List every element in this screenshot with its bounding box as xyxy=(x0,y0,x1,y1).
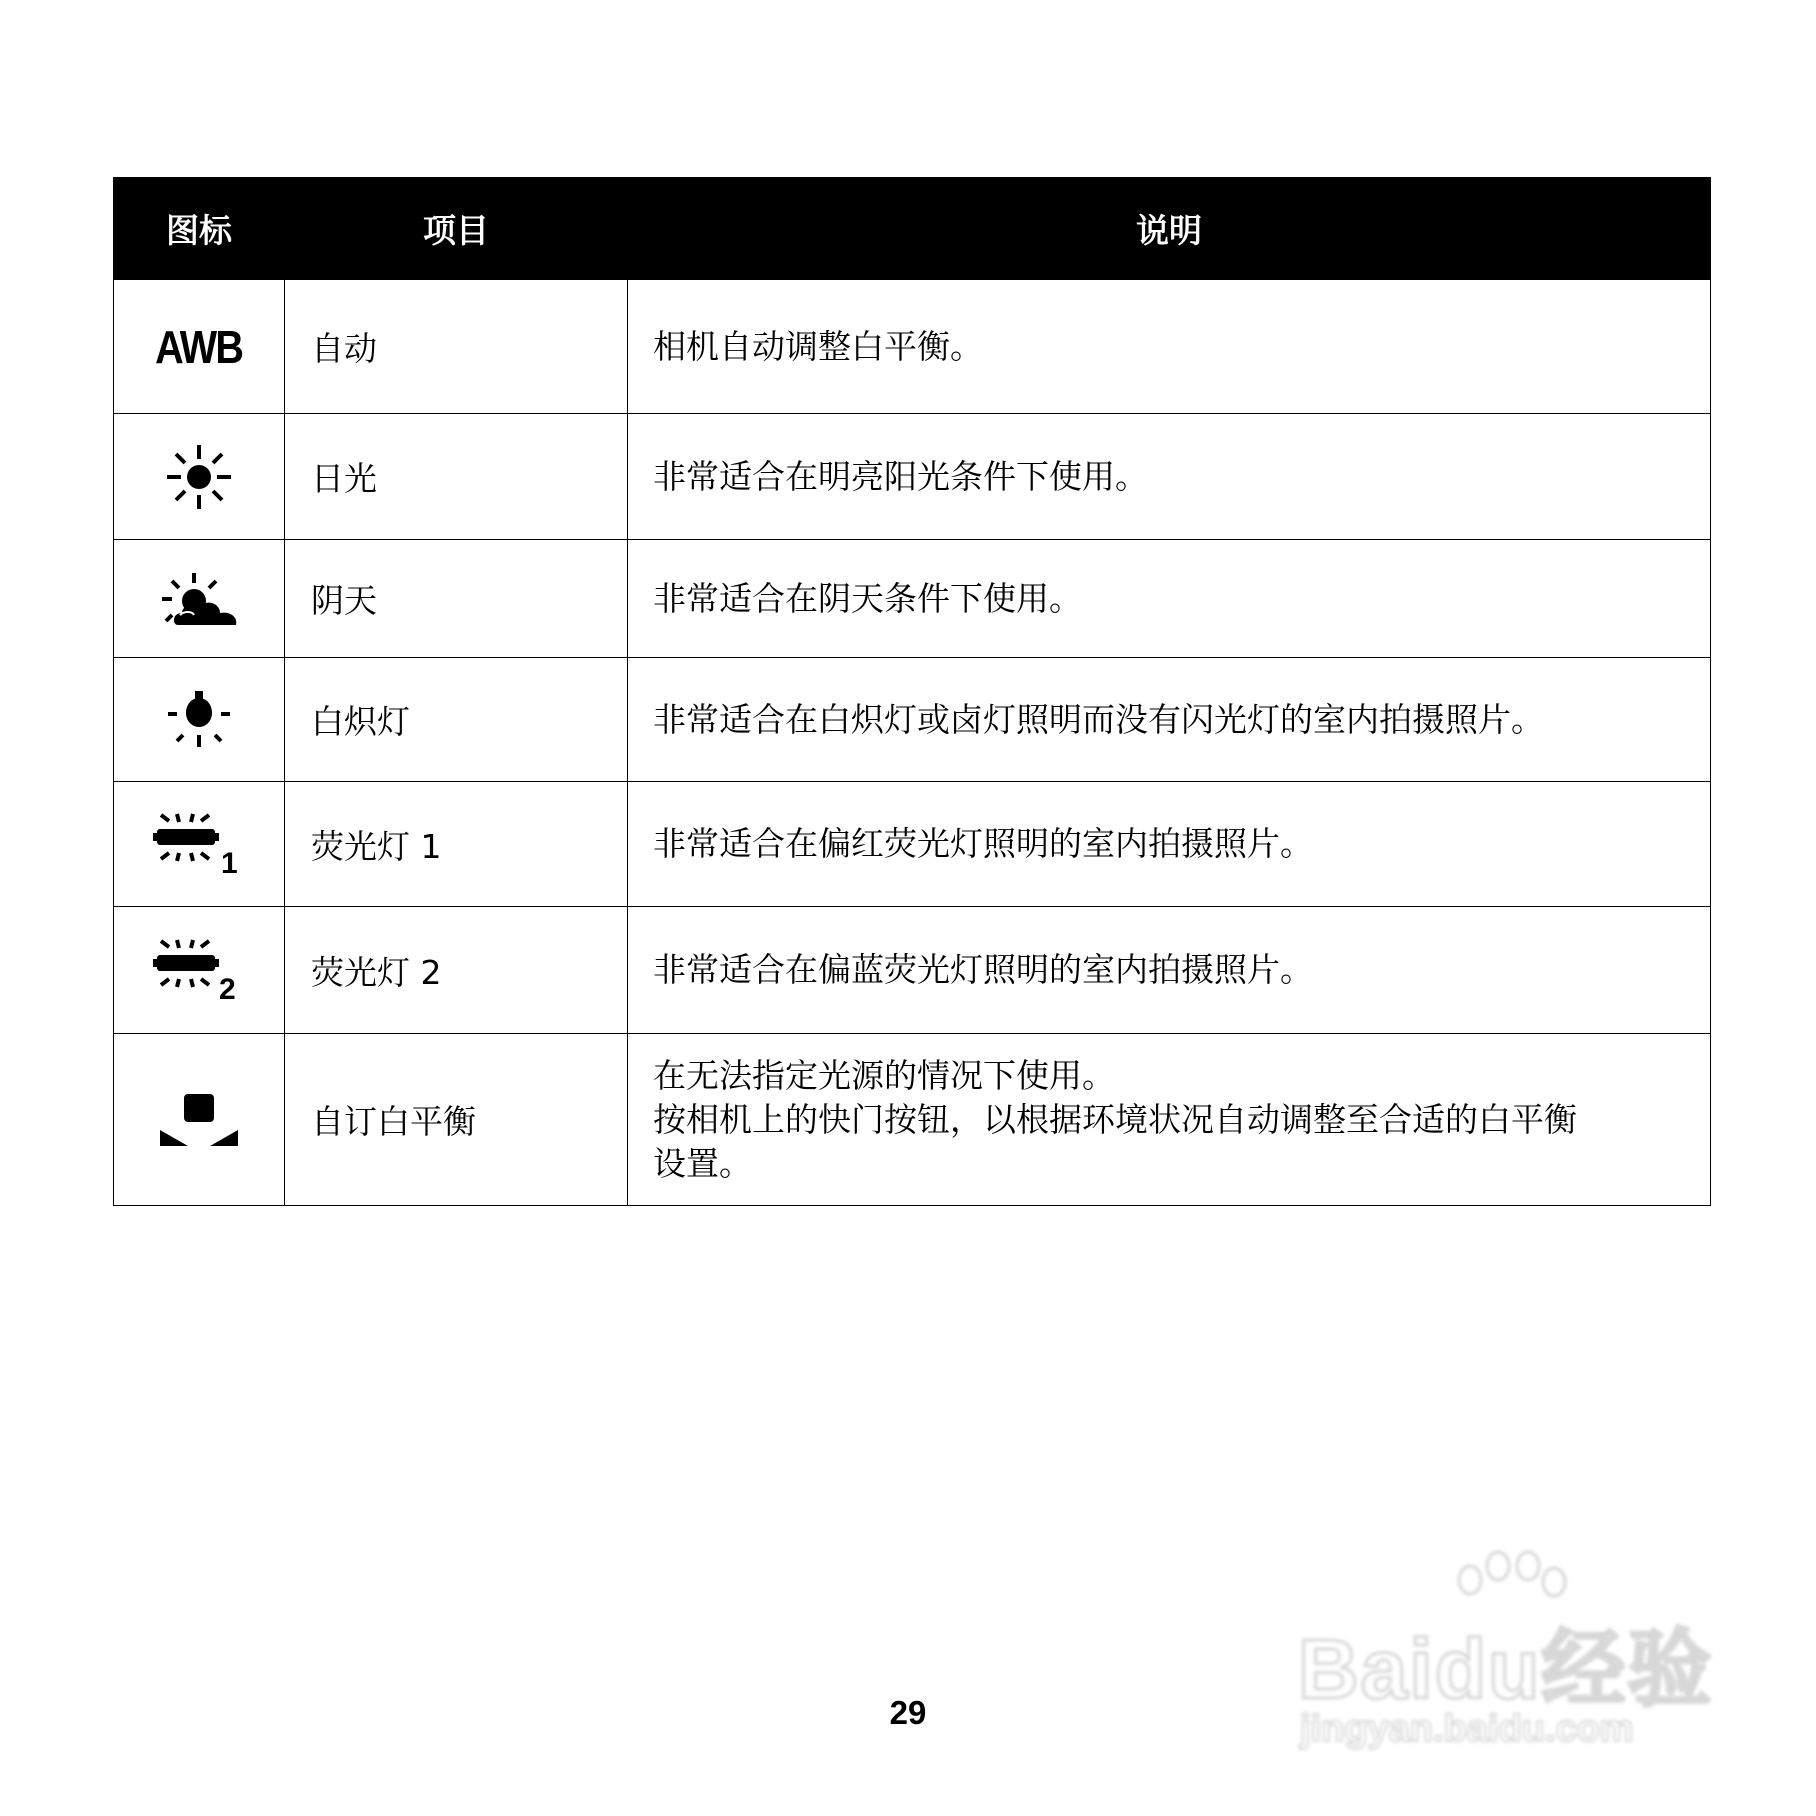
table-row xyxy=(114,658,1711,782)
custom-wb-icon xyxy=(158,1092,240,1148)
table-row xyxy=(114,540,1711,658)
item-cell: 日光 xyxy=(285,414,628,540)
baidu-watermark xyxy=(1290,1550,1730,1750)
sun-icon xyxy=(164,442,234,512)
header-description: 说明 xyxy=(628,178,1711,280)
fluorescent-1-icon xyxy=(151,811,247,877)
description-line: 非常适合在偏蓝荧光灯照明的室内拍摄照片。 xyxy=(653,950,1313,989)
fluorescent-2-subscript: 2 xyxy=(219,973,236,1003)
description-cell xyxy=(628,1034,1711,1206)
table-row xyxy=(114,414,1711,540)
table-row xyxy=(114,907,1711,1034)
description-cell xyxy=(628,540,1711,658)
header-icon: 图标 xyxy=(114,178,285,280)
cloudy-icon xyxy=(158,571,240,627)
incandescent-icon xyxy=(164,689,234,751)
watermark-url: jingyan.baidu.com xyxy=(1300,1708,1634,1750)
awb-icon: AWB xyxy=(155,320,243,373)
item-cell: 自订白平衡 xyxy=(285,1034,628,1206)
item-cell: 荧光灯 2 xyxy=(285,907,628,1034)
icon-cell xyxy=(114,907,285,1034)
table-row xyxy=(114,280,1711,414)
description-line: 在无法指定光源的情况下使用。 xyxy=(653,1055,1115,1095)
table-row xyxy=(114,782,1711,907)
description-line: 设置。 xyxy=(653,1143,752,1183)
white-balance-table xyxy=(113,177,1711,1206)
icon-cell xyxy=(114,1034,285,1206)
description-cell xyxy=(628,782,1711,907)
icon-cell xyxy=(114,658,285,782)
description-cell xyxy=(628,907,1711,1034)
header-item: 项目 xyxy=(285,178,628,280)
icon-cell xyxy=(114,280,285,414)
item-cell: 阴天 xyxy=(285,540,628,658)
description-line: 非常适合在偏红荧光灯照明的室内拍摄照片。 xyxy=(653,824,1313,863)
icon-cell xyxy=(114,414,285,540)
watermark-brand: Baidu经验 xyxy=(1298,1622,1714,1716)
item-cell: 白炽灯 xyxy=(285,658,628,782)
description-cell xyxy=(628,658,1711,782)
description-line: 非常适合在明亮阳光条件下使用。 xyxy=(653,456,1148,496)
description-cell xyxy=(628,280,1711,414)
icon-cell xyxy=(114,782,285,907)
item-cell: 荧光灯 1 xyxy=(285,782,628,907)
description-line: 非常适合在阴天条件下使用。 xyxy=(653,578,1082,618)
item-cell: 自动 xyxy=(285,280,628,414)
table-header-row xyxy=(114,178,1711,280)
description-line: 相机自动调整白平衡。 xyxy=(653,326,983,366)
page-number: 29 xyxy=(889,1694,927,1731)
description-line: 按相机上的快门按钮，以根据环境状况自动调整至合适的白平衡 xyxy=(653,1099,1577,1139)
table-row xyxy=(114,1034,1711,1206)
fluorescent-2-icon xyxy=(151,937,247,1003)
description-line: 非常适合在白炽灯或卤灯照明而没有闪光灯的室内拍摄照片。 xyxy=(653,699,1544,739)
icon-cell xyxy=(114,540,285,658)
description-cell xyxy=(628,414,1711,540)
fluorescent-1-subscript: 1 xyxy=(221,847,238,877)
